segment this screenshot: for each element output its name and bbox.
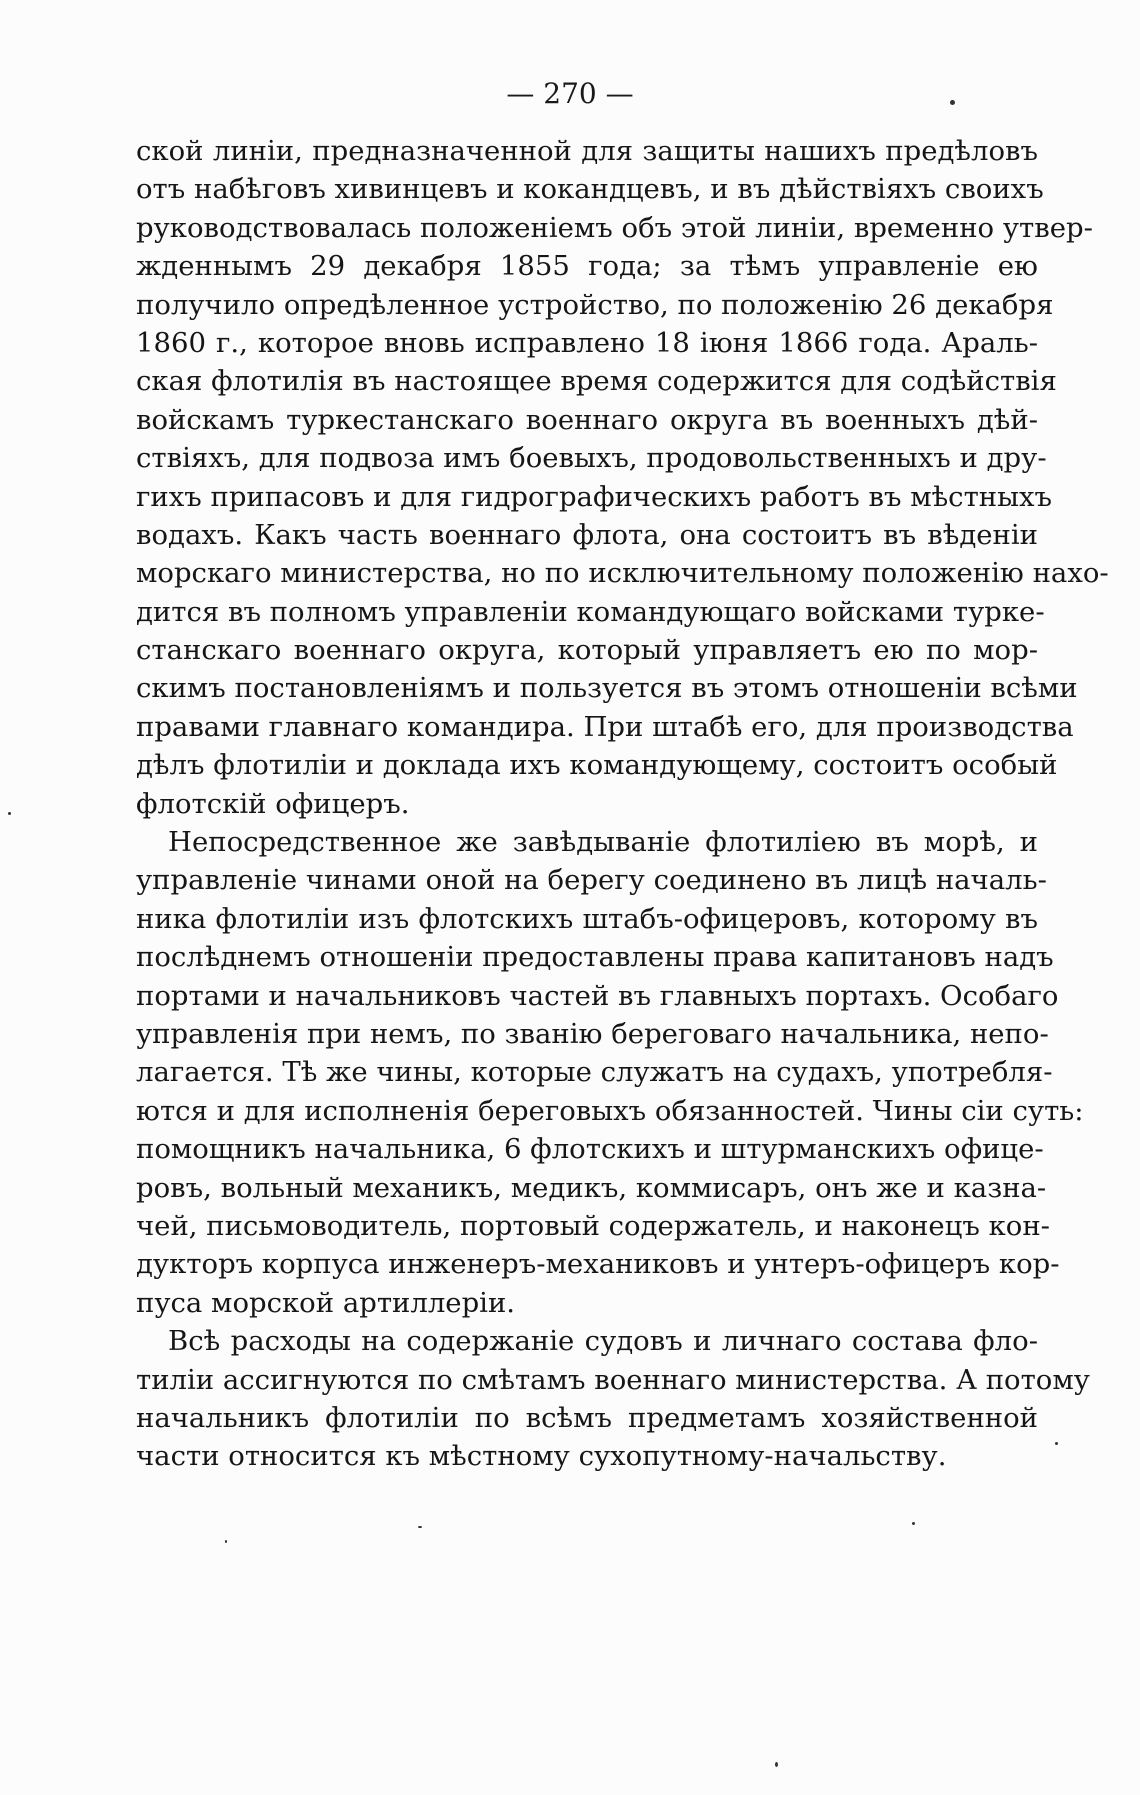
text-line: скимъ постановленіямъ и пользуется въ этомъ отношеніи всѣми — [136, 672, 1078, 705]
text-line: помощникъ начальника, 6 флотскихъ и штурманскихъ офице- — [136, 1133, 1044, 1166]
text-line: станскаго военнаго округа, который управляетъ ею по мор- — [136, 634, 1038, 667]
text-line: ской линіи, предназначенной для защиты нашихъ предѣловъ — [136, 135, 1038, 167]
page-number: — 270 — — [506, 77, 634, 110]
body-text — [136, 132, 1109, 1476]
paragraph-1 — [136, 132, 1109, 823]
text-line: ются и для исполненія береговыхъ обязанностей. Чины сіи суть: — [136, 1094, 1084, 1127]
text-line: отъ набѣговъ хивинцевъ и кокандцевъ, и въ дѣйствіяхъ своихъ — [136, 173, 1044, 206]
text-line: управленіе чинами оной на берегу соединено въ лицѣ началь- — [136, 864, 1047, 897]
paragraph-3 — [136, 1322, 1090, 1476]
text-line: дѣлъ флотиліи и доклада ихъ командующему, состоитъ особый — [136, 749, 1058, 782]
text-line: руководствовалась положеніемъ объ этой линіи, временно утвер- — [136, 211, 1093, 244]
scan-speck — [418, 1526, 422, 1528]
text-line: жденнымъ 29 декабря 1855 года; за тѣмъ управленіе ею — [136, 250, 1038, 283]
text-line: дится въ полномъ управленіи командующаго войсками туркe- — [136, 595, 1045, 628]
text-line: 1860 г., которое вновь исправлено 18 іюня 1866 года. Араль- — [136, 326, 1038, 359]
text-line: войскамъ туркестанскаго военнаго округа въ военныхъ дѣй- — [136, 403, 1038, 436]
text-line: флотскій офицеръ. — [136, 787, 410, 820]
paragraph-2 — [136, 823, 1084, 1322]
scan-speck — [912, 1522, 915, 1525]
text-line: Непосредственное же завѣдываніе флотиліею въ морѣ, и — [168, 826, 1038, 859]
text-line: получило опредѣленное устройство, по положенію 26 декабря — [136, 288, 1054, 321]
scan-speck — [1055, 1442, 1058, 1445]
text-line: управленія при немъ, по званію береговаго начальника, непо- — [136, 1017, 1049, 1050]
text-line: гихъ припасовъ и для гидрографическихъ работъ въ мѣстныхъ — [136, 480, 1053, 513]
text-line: начальникъ флотиліи по всѣмъ предметамъ хозяйственной — [136, 1401, 1038, 1434]
text-line: ровъ, вольный механикъ, медикъ, коммисаръ, онъ же и казна- — [136, 1171, 1047, 1204]
text-line: Всѣ расходы на содержаніе судовъ и личнаго состава фло- — [168, 1325, 1038, 1358]
text-line: тиліи ассигнуются по смѣтамъ военнаго министерства. А потому — [136, 1363, 1090, 1396]
text-line: ская флотилія въ настоящее время содержится для содѣйствія — [136, 365, 1057, 398]
text-line: лагается. Тѣ же чины, которые служатъ на судахъ, употребля- — [136, 1056, 1053, 1089]
text-line: морскаго министерства, но по исключительному положенію нахо- — [136, 557, 1109, 590]
text-line: послѣднемъ отношеніи предоставлены права капитановъ надъ — [136, 941, 1054, 974]
text-line: пуса морской артиллеріи. — [136, 1286, 516, 1319]
scan-speck — [225, 1540, 227, 1543]
text-line: чей, письмоводитель, портовый содержатель, и наконецъ кон- — [136, 1209, 1050, 1242]
text-line: водахъ. Какъ часть военнаго флота, она состоитъ въ вѣденіи — [136, 518, 1038, 551]
text-line: дукторъ корпуса инженеръ-механиковъ и унтеръ-офицеръ кор- — [136, 1248, 1060, 1281]
text-line: ника флотиліи изъ флотскихъ штабъ-офицеровъ, которому въ — [136, 902, 1038, 935]
text-line: ствіяхъ, для подвоза имъ боевыхъ, продовольственныхъ и дру- — [136, 442, 1047, 475]
text-line: правами главнаго командира. При штабѣ его, для производства — [136, 710, 1074, 743]
scan-speck — [950, 100, 955, 105]
scan-speck — [8, 812, 11, 815]
text-line: портами и начальниковъ частей въ главныхъ портахъ. Особаго — [136, 979, 1059, 1012]
scan-speck — [775, 1762, 778, 1767]
text-line: части относится къ мѣстному сухопутному-начальству. — [136, 1440, 947, 1473]
